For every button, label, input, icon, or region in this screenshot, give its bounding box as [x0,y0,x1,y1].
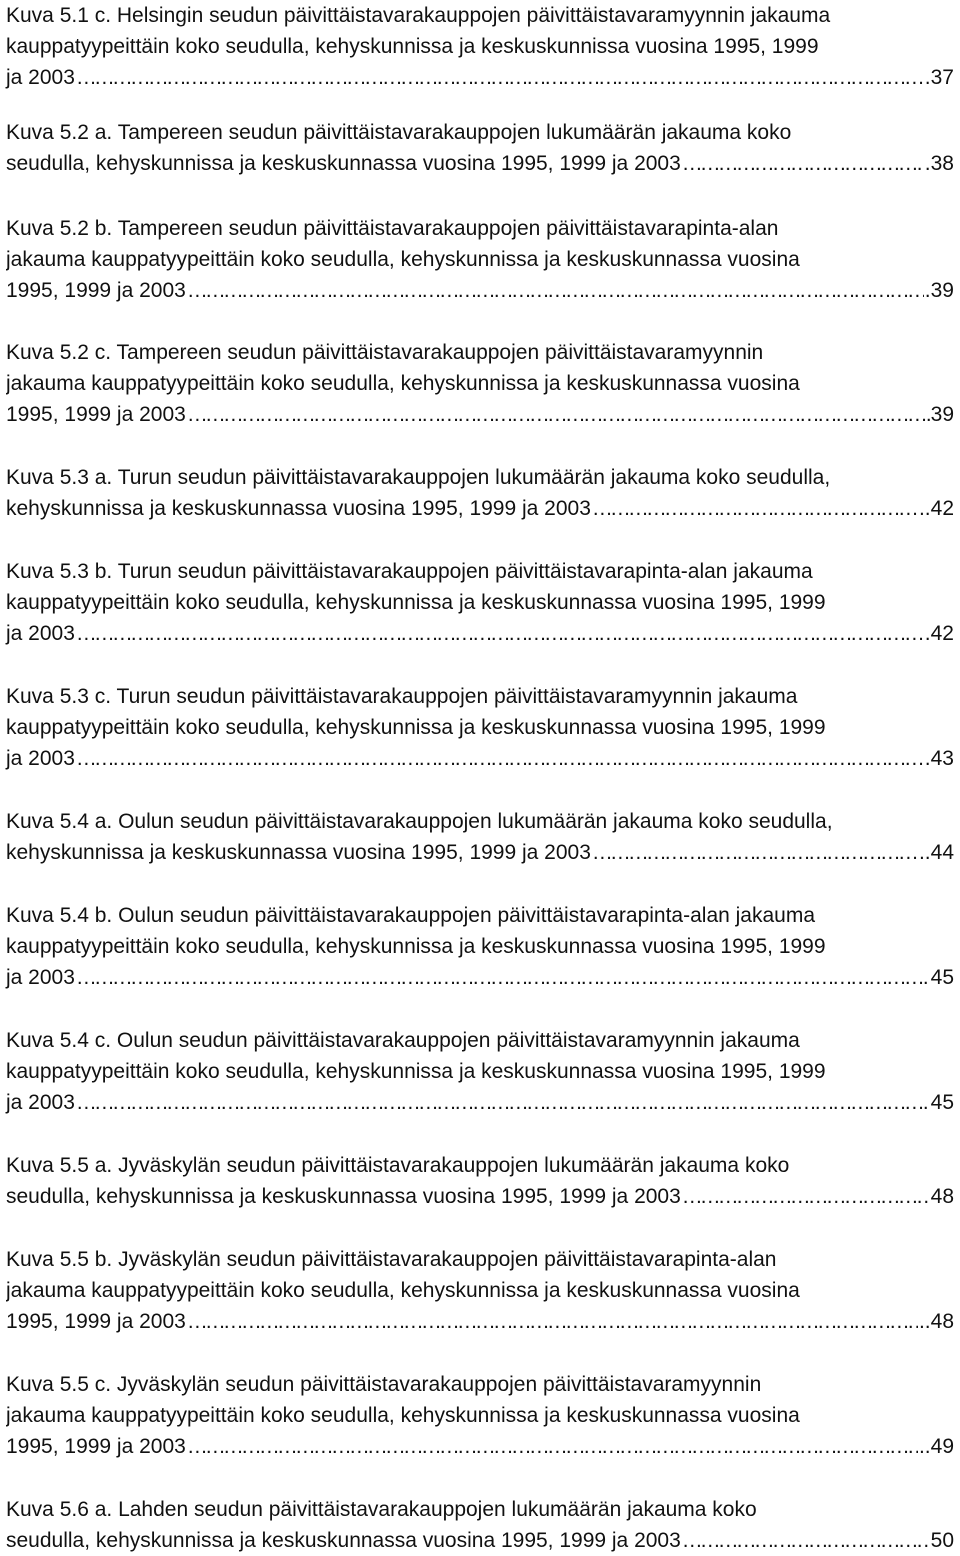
entry-line: ja 2003 [6,66,75,89]
entry-line: Kuva 5.5 a. Jyväskylän seudun päivittäistavarakauppojen lukumäärän jakauma koko [6,1154,790,1177]
entry-line: Kuva 5.1 c. Helsingin seudun päivittäistavarakauppojen päivittäistavaramyynnin jakauma [6,4,831,27]
entry-last-line [6,962,954,993]
page-number: 39 [930,403,954,426]
entry-line: jakauma kauppatyypeittäin koko seudulla, kehyskunnissa ja keskuskunnassa vuosina [6,1404,800,1427]
entry-last-line [6,1087,954,1118]
figure-entry-5-3-b [6,556,954,649]
entry-line: Kuva 5.3 c. Turun seudun päivittäistavarakauppojen päivittäistavaramyynnin jakauma [6,685,798,708]
entry-last-line [6,1525,954,1556]
page-number: 45 [930,1091,954,1114]
entry-line: kauppatyypeittäin koko seudulla, kehyskunnissa ja keskuskunnassa vuosina 1995, 1999 [6,716,826,739]
entry-line: Kuva 5.5 b. Jyväskylän seudun päivittäistavarakauppojen päivittäistavarapinta-alan [6,1248,777,1271]
entry-last-line [6,1306,954,1337]
dot-leader [76,743,924,774]
entry-last-line [6,1181,954,1212]
entry-line: kauppatyypeittäin koko seudulla, kehyskunnissa ja keskuskunnassa vuosina 1995, 1999 [6,591,826,614]
page-number: 50 [930,1529,954,1552]
entry-line: Kuva 5.4 b. Oulun seudun päivittäistavarakauppojen päivittäistavarapinta-alan jakauma [6,904,816,927]
dot-leader [187,1431,918,1462]
figure-entry-5-6-a [6,1494,954,1556]
entry-line: Kuva 5.6 a. Lahden seudun päivittäistavarakauppojen lukumäärän jakauma koko [6,1498,757,1521]
dot-leader [76,1087,930,1118]
entry-line: kehyskunnissa ja keskuskunnassa vuosina 1995, 1999 ja 2003 [6,841,591,864]
dot-leader [187,399,930,430]
dot-leader [76,962,930,993]
dot-leader [592,837,918,868]
entry-line: kauppatyypeittäin koko seudulla, kehyskunnissa ja keskuskunnassa vuosina 1995, 1999 [6,1060,826,1083]
page-number: ..42 [918,497,954,520]
figure-entry-5-5-a [6,1150,954,1212]
page-number: 48 [930,1185,954,1208]
entry-last-line [6,148,954,179]
entry-line: Kuva 5.2 b. Tampereen seudun päivittäistavarakauppojen päivittäistavarapinta-alan [6,217,779,240]
entry-line: Kuva 5.4 c. Oulun seudun päivittäistavarakauppojen päivittäistavaramyynnin jakauma [6,1029,800,1052]
dot-leader [76,62,924,93]
entry-line: Kuva 5.3 b. Turun seudun päivittäistavarakauppojen päivittäistavarapinta-alan jakauma [6,560,813,583]
page-number: ..48 [918,1310,954,1333]
page-number: .42 [924,622,954,645]
entry-last-line [6,275,954,306]
entry-line: 1995, 1999 ja 2003 [6,1435,186,1458]
entry-line: Kuva 5.4 a. Oulun seudun päivittäistavarakauppojen lukumäärän jakauma koko seudulla, [6,810,833,833]
entry-last-line [6,399,954,430]
entry-line: kauppatyypeittäin koko seudulla, kehyskunnissa ja keskuskunnissa vuosina 1995, 1999 [6,35,819,58]
dot-leader [592,493,918,524]
entry-line: kehyskunnissa ja keskuskunnassa vuosina 1995, 1999 ja 2003 [6,497,591,520]
entry-line: seudulla, kehyskunnissa ja keskuskunnassa vuosina 1995, 1999 ja 2003 [6,1185,681,1208]
entry-line: seudulla, kehyskunnissa ja keskuskunnassa vuosina 1995, 1999 ja 2003 [6,152,681,175]
entry-line: ja 2003 [6,747,75,770]
entry-line: Kuva 5.5 c. Jyväskylän seudun päivittäistavarakauppojen päivittäistavaramyynnin [6,1373,762,1396]
dot-leader [187,275,924,306]
figure-entry-5-4-b [6,900,954,993]
dot-leader [76,618,924,649]
dot-leader [682,1525,930,1556]
entry-last-line [6,837,954,868]
entry-line: Kuva 5.3 a. Turun seudun päivittäistavarakauppojen lukumäärän jakauma koko seudulla, [6,466,831,489]
figure-entry-5-4-a [6,806,954,868]
entry-last-line [6,62,954,93]
page-number: .38 [924,152,954,175]
entry-line: Kuva 5.2 c. Tampereen seudun päivittäistavarakauppojen päivittäistavaramyynnin [6,341,764,364]
figure-entry-5-5-b [6,1244,954,1337]
dot-leader [682,1181,930,1212]
entry-last-line [6,618,954,649]
figure-entry-5-5-c [6,1369,954,1462]
page-number: ..44 [918,841,954,864]
page-number: .39 [924,279,954,302]
entry-line: jakauma kauppatyypeittäin koko seudulla, kehyskunnissa ja keskuskunnassa vuosina [6,248,800,271]
figure-entry-5-2-a [6,117,954,179]
entry-line: kauppatyypeittäin koko seudulla, kehyskunnissa ja keskuskunnassa vuosina 1995, 1999 [6,935,826,958]
entry-line: jakauma kauppatyypeittäin koko seudulla, kehyskunnissa ja keskuskunnassa vuosina [6,372,800,395]
figure-entry-5-3-a [6,462,954,524]
entry-line: ja 2003 [6,1091,75,1114]
dot-leader [187,1306,918,1337]
dot-leader [682,148,924,179]
entry-last-line [6,493,954,524]
page-number: .43 [924,747,954,770]
entry-line: jakauma kauppatyypeittäin koko seudulla, kehyskunnissa ja keskuskunnassa vuosina [6,1279,800,1302]
figure-entry-5-2-b [6,213,954,306]
entry-line: seudulla, kehyskunnissa ja keskuskunnassa vuosina 1995, 1999 ja 2003 [6,1529,681,1552]
page-number: ..49 [918,1435,954,1458]
figure-entry-5-1-c [6,0,954,93]
entry-last-line [6,1431,954,1462]
figure-entry-5-3-c [6,681,954,774]
entry-line: ja 2003 [6,966,75,989]
figure-entry-5-4-c [6,1025,954,1118]
entry-line: 1995, 1999 ja 2003 [6,403,186,426]
entry-line: Kuva 5.2 a. Tampereen seudun päivittäistavarakauppojen lukumäärän jakauma koko [6,121,792,144]
entry-line: ja 2003 [6,622,75,645]
page-number: .37 [924,66,954,89]
entry-last-line [6,743,954,774]
entry-line: 1995, 1999 ja 2003 [6,279,186,302]
figure-entry-5-2-c [6,337,954,430]
page-number: 45 [930,966,954,989]
entry-line: 1995, 1999 ja 2003 [6,1310,186,1333]
